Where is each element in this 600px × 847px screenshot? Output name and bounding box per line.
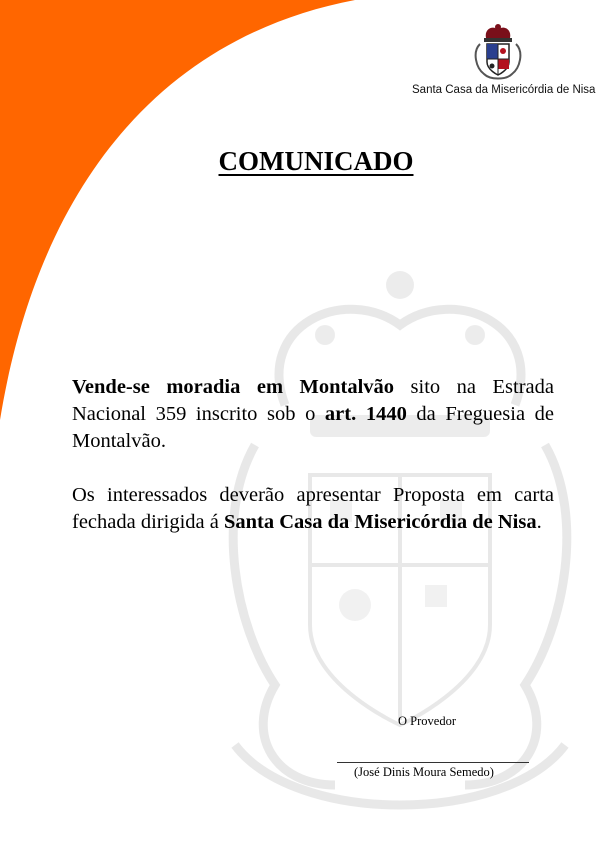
recipient-name: Santa Casa da Misericórdia de Nisa <box>223 511 537 533</box>
instructions-text: Os interessados deverão apresentar Proposta em carta fechada dirigida á <box>72 484 554 533</box>
coat-of-arms-icon <box>474 22 522 80</box>
signature-role: O Provedor <box>398 714 456 728</box>
coat-of-arms-watermark <box>215 265 585 835</box>
parish-text: da Freguesia de Montalvão. <box>72 403 554 452</box>
announcement-paragraph <box>72 374 554 455</box>
signature-line <box>337 762 529 763</box>
instructions-end: . <box>536 511 542 533</box>
instructions-paragraph <box>72 482 554 536</box>
article-number: art. 1440 <box>324 403 407 425</box>
organization-name: Santa Casa da Misericórdia de Nisa <box>412 84 596 96</box>
property-heading: Vende-se moradia em Montalvão <box>72 376 395 398</box>
property-location-text: sito na Estrada Nacional 359 inscrito sob o <box>72 376 554 425</box>
page-title: COMUNICADO <box>218 146 414 176</box>
signer-name: (José Dinis Moura Semedo) <box>354 765 494 779</box>
